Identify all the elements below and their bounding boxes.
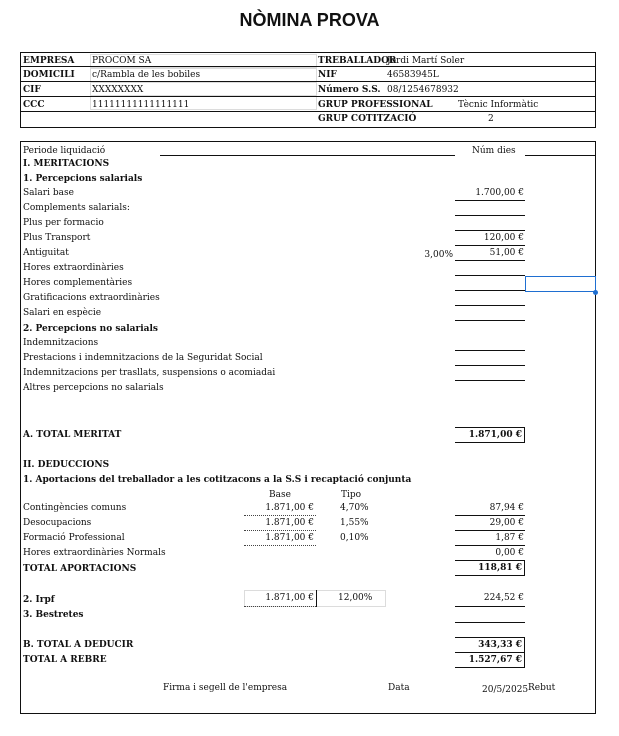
antiguitat-label: Antiguitat [23,248,69,258]
total-meritat-value[interactable]: 1.871,00 € [468,430,522,440]
rebut-label: Rebut [528,683,556,693]
ccc-value[interactable]: 11111111111111111 [92,100,190,110]
total-aportacions-label: TOTAL APORTACIONS [23,564,137,574]
formacio-tipo[interactable]: 0,10% [340,533,369,543]
aportacions-heading: 1. Aportacions del treballador a les cotitzacons a la S.S i recaptació conjunta [23,475,412,485]
irpf-amount[interactable]: 224,52 € [483,593,524,603]
desocupacions-tipo[interactable]: 1,55% [340,518,369,528]
grup-cot-value[interactable]: 2 [488,114,494,124]
desocupacions-base[interactable]: 1.871,00 € [265,518,314,528]
contingencies-tipo[interactable]: 4,70% [340,503,369,513]
grup-prof-label: GRUP PROFESSIONAL [318,100,433,110]
cif-value[interactable]: XXXXXXXX [92,85,144,95]
irpf-tipo[interactable]: 12,00% [338,593,373,603]
total-meritat-label: A. TOTAL MERITAT [23,430,122,440]
salari-especie-line[interactable] [455,320,525,321]
hores-extra-normals-label: Hores extraordinàries Normals [23,548,166,558]
indemnitzacions-line[interactable] [455,350,525,351]
total-aportacions-value[interactable]: 118,81 € [478,563,522,573]
empresa-label: EMPRESA [23,56,75,66]
hores-extra-label: Hores extraordinàries [23,263,124,273]
antiguitat-pct[interactable]: 3,00% [424,250,453,260]
irpf-base[interactable]: 1.871,00 € [265,593,314,603]
treballador-label: TREBALLADOR [318,56,397,66]
cif-label: CIF [23,85,41,95]
grup-cot-label: GRUP COTITZACIÓ [318,114,417,124]
data-label: Data [388,683,410,693]
no-salarials-heading: 2. Percepcions no salarials [23,324,158,334]
domicili-value[interactable]: c/Rambla de les bobiles [92,70,201,80]
contingencies-amount[interactable]: 87,94 € [489,503,524,513]
altres-label: Altres percepcions no salarials [23,383,164,393]
salari-base-label: Salari base [23,188,74,198]
salari-base-value[interactable]: 1.700,00 € [475,188,524,198]
base-label: Base [269,490,291,500]
percepcions-salarials-heading: 1. Percepcions salarials [23,174,143,184]
grup-prof-value[interactable]: Tècnic Informàtic [458,100,539,110]
nss-label: Número S.S. [318,85,381,95]
nif-value[interactable]: 46583945L [387,70,439,80]
tipo-label: Tipo [340,490,362,500]
firma-label: Firma i segell de l'empresa [163,683,288,693]
ccc-label: CCC [23,100,45,110]
nif-label: NIF [318,70,337,80]
plus-formacio-line[interactable] [455,230,525,231]
deduccions-heading: II. DEDUCCIONS [23,460,110,470]
bestretes-line[interactable] [455,622,525,623]
formacio-amount[interactable]: 1,87 € [495,533,524,543]
periode-line[interactable] [160,155,455,156]
total-rebre-label: TOTAL A REBRE [23,655,107,665]
total-deduir-label: B. TOTAL A DEDUCIR [23,640,134,650]
bestretes-label: 3. Bestretes [23,610,84,620]
desocupacions-label: Desocupacions [23,518,92,528]
gratificacions-label: Gratificacions extraordinàries [23,293,160,303]
meritacions-heading: I. MERITACIONS [23,159,110,169]
contingencies-base[interactable]: 1.871,00 € [265,503,314,513]
trasllats-label: Indemnitzacions per trasllats, suspensions o acomiadai [23,368,276,378]
desocupacions-amount[interactable]: 29,00 € [489,518,524,528]
salari-especie-label: Salari en espècie [23,308,102,318]
antiguitat-value[interactable]: 51,00 € [489,248,524,258]
hores-extra-normals-amount[interactable]: 0,00 € [495,548,524,558]
fill-handle[interactable] [593,290,598,295]
plus-transport-value[interactable]: 120,00 € [483,233,524,243]
num-dies-label: Núm dies [472,146,516,156]
hores-extra-line[interactable] [455,275,525,276]
periode-label: Periode liquidació [23,146,106,156]
total-deduir-value[interactable]: 343,33 € [478,640,522,650]
plus-formacio-label: Plus per formacio [23,218,104,228]
contingencies-label: Contingències comuns [23,503,127,513]
formacio-label: Formació Professional [23,533,125,543]
gratificacions-line[interactable] [455,305,525,306]
hores-compl-label: Hores complementàries [23,278,133,288]
prestacions-line[interactable] [455,365,525,366]
num-dies-line[interactable] [525,155,595,156]
complements-label: Complements salarials: [23,203,130,213]
formacio-base[interactable]: 1.871,00 € [265,533,314,543]
hores-compl-line[interactable] [455,290,525,291]
empresa-value[interactable]: PROCOM SA [92,56,152,66]
data-value[interactable]: 20/5/2025 [482,685,529,695]
nss-value[interactable]: 08/1254678932 [387,85,459,95]
selected-cell[interactable] [525,276,596,292]
irpf-label: 2. Irpf [23,595,55,605]
indemnitzacions-label: Indemnitzacions [23,338,99,348]
plus-transport-label: Plus Transport [23,233,91,243]
total-rebre-value[interactable]: 1.527,67 € [468,655,522,665]
prestacions-label: Prestacions i indemnitzacions de la Seguridat Social [23,353,263,363]
page-title: NÒMINA PROVA [239,10,380,30]
domicili-label: DOMICILI [23,70,75,80]
complements-line[interactable] [455,215,525,216]
trasllats-line[interactable] [455,380,525,381]
treballador-value[interactable]: Jordi Martí Soler [387,56,465,66]
